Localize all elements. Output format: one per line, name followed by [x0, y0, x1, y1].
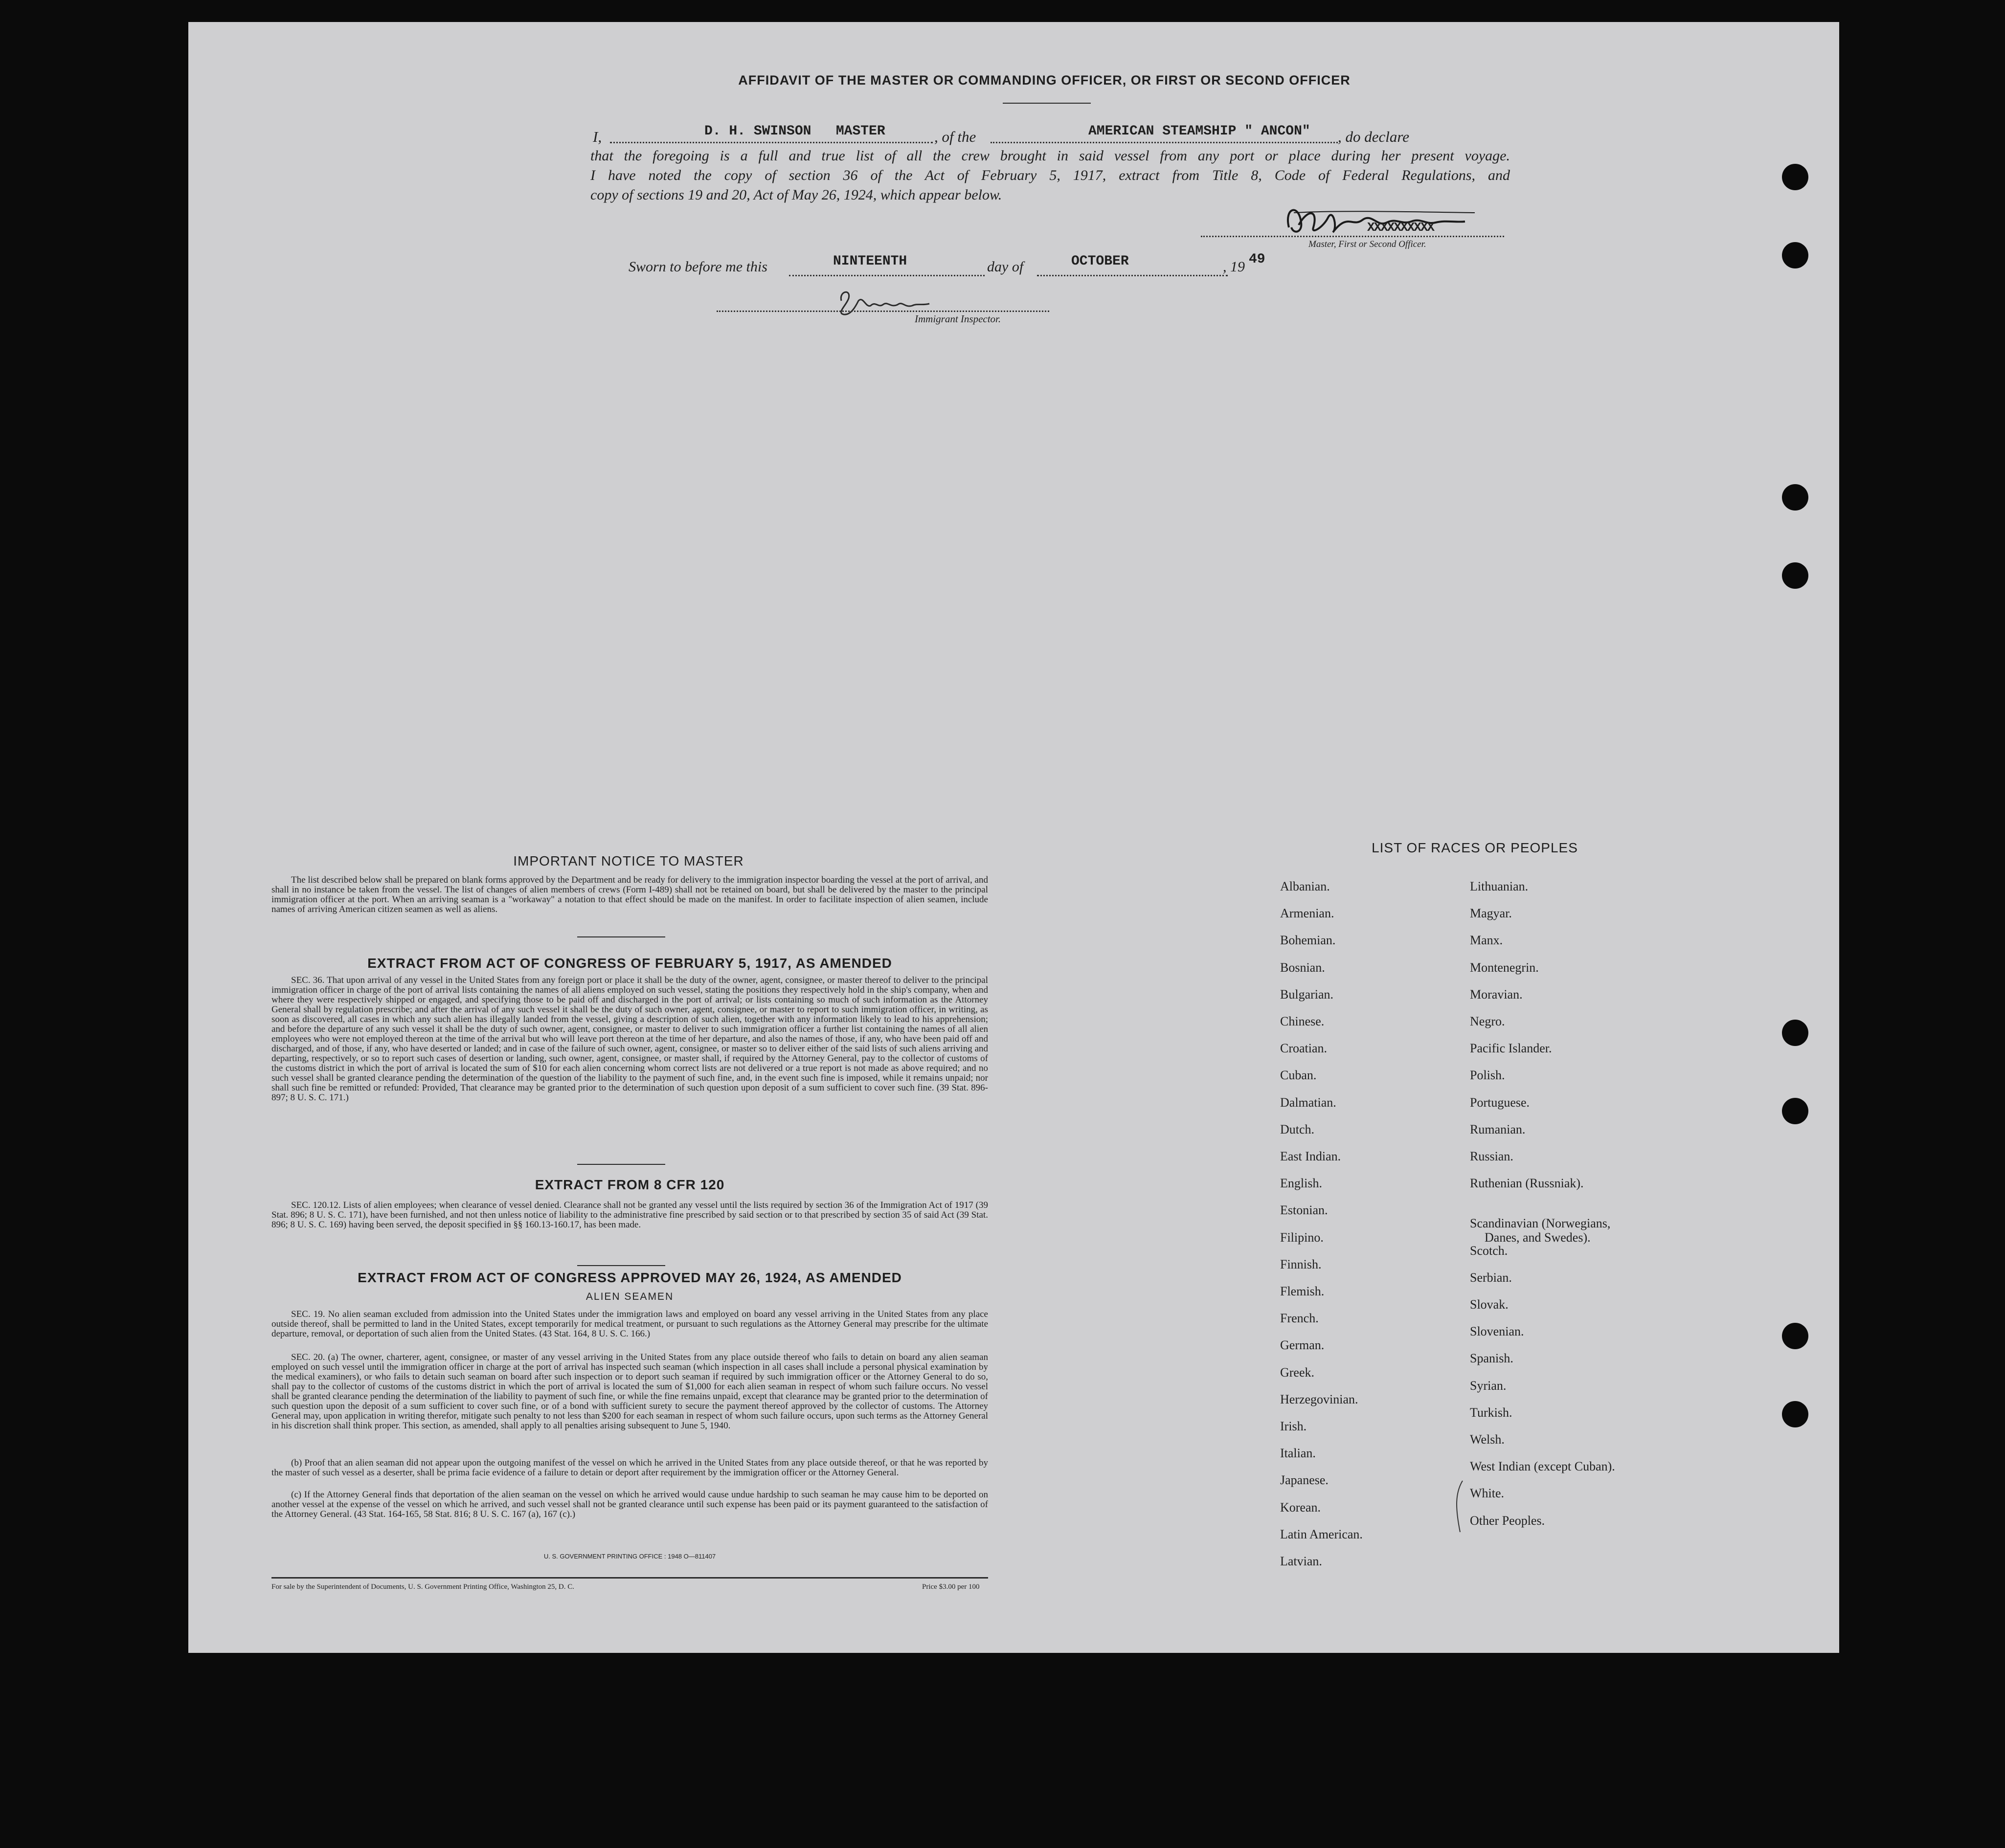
- race-item: Scandinavian (Norwegians,: [1470, 1216, 1611, 1231]
- race-item: Albanian.: [1280, 879, 1330, 893]
- race-item: Slovenian.: [1470, 1324, 1524, 1339]
- race-item: Manx.: [1470, 933, 1503, 948]
- race-item: Montenegrin.: [1470, 960, 1539, 975]
- race-item: Ruthenian (Russniak).: [1470, 1176, 1584, 1191]
- race-item: Bohemian.: [1280, 933, 1336, 948]
- title-divider: [1003, 103, 1091, 104]
- affidavit-line-4: copy of sections 19 and 20, Act of May 26, 1924, which appear below.: [590, 187, 1002, 203]
- affidavit-line-2: that the foregoing is a full and true list of all the crew brought in said vessel from any port or place during her present voyage.: [590, 148, 1510, 164]
- extract-cfr-title: EXTRACT FROM 8 CFR 120: [535, 1177, 725, 1192]
- race-item: Bosnian.: [1280, 960, 1325, 975]
- race-item: Greek.: [1280, 1365, 1315, 1380]
- race-item: Negro.: [1470, 1014, 1505, 1028]
- extract-1924-sec19: SEC. 19. No alien seaman excluded from admission into the United States under the immigration laws and employed on board any vessel arriving in the United States from any place outside thereof, shall be permitted to land in the United States, except temporarily for medical treatment, or pursuant to such regulations as the Attorney General may prescribe for the ultimate departure, removal, or deportation of such alien from the United States. (43 Stat. 164, 8 U. S. C. 166.): [271, 1309, 988, 1339]
- race-item: Filipino.: [1280, 1230, 1324, 1245]
- race-item: West Indian (except Cuban).: [1470, 1459, 1615, 1474]
- race-item: Chinese.: [1280, 1014, 1325, 1028]
- race-item: White.: [1470, 1486, 1505, 1501]
- race-item: Lithuanian.: [1470, 879, 1529, 893]
- punch-hole: [1782, 562, 1808, 589]
- race-item: Italian.: [1280, 1446, 1316, 1461]
- race-item: Rumanian.: [1470, 1122, 1526, 1136]
- affidavit-line-3: I have noted the copy of section 36 of the Act of February 5, 1917, extract from Title 8, Code of Federal Regulations, and: [590, 167, 1510, 183]
- punch-hole: [1782, 242, 1808, 268]
- vessel-name-line: [991, 142, 1338, 143]
- price-notice: Price $3.00 per 100: [922, 1583, 980, 1591]
- of-the-text: , of the: [934, 128, 976, 145]
- races-title: LIST OF RACES OR PEOPLES: [1372, 840, 1578, 855]
- race-item: Other Peoples.: [1470, 1513, 1545, 1528]
- punch-hole: [1782, 484, 1808, 511]
- race-item: Danes, and Swedes).: [1485, 1230, 1591, 1245]
- race-item: Turkish.: [1470, 1405, 1512, 1420]
- divider: [577, 1265, 665, 1266]
- race-item: Bulgarian.: [1280, 987, 1334, 1002]
- race-item: Korean.: [1280, 1500, 1321, 1514]
- race-item: Slovak.: [1470, 1297, 1509, 1312]
- race-item: Spanish.: [1470, 1351, 1513, 1366]
- notice-body: The list described below shall be prepared on blank forms approved by the Department and be ready for delivery to the immigration inspector boarding the vessel at the port of arrival, and shall in no instance be taken from the vessel. The list of changes of alien members of crews (Form I-489) shall not be retained on board, but shall be delivered by the master to the principal immigration officer at the port. When an arriving seaman is a "workaway" a notation to that effect should be made on the manifest. In order to facilitate inspection of alien seamen, include names of arriving American citizen seamen as well as aliens.: [271, 875, 988, 914]
- race-item: Dalmatian.: [1280, 1095, 1336, 1110]
- race-item: Latvian.: [1280, 1554, 1322, 1568]
- race-item: Croatian.: [1280, 1041, 1328, 1056]
- race-item: Welsh.: [1470, 1432, 1505, 1447]
- signature-caption: Master, First or Second Officer.: [1308, 239, 1426, 249]
- sworn-prefix: Sworn to before me this: [629, 259, 767, 275]
- race-item: Moravian.: [1470, 987, 1523, 1002]
- notice-title: IMPORTANT NOTICE TO MASTER: [513, 853, 744, 868]
- race-item: Armenian.: [1280, 906, 1334, 921]
- extract-1924-subtitle: ALIEN SEAMEN: [586, 1291, 674, 1302]
- do-declare-text: , do declare: [1338, 128, 1410, 145]
- extract-1924-sec20a: SEC. 20. (a) The owner, charterer, agent, consignee, or master of any vessel arriving in the United States from any place outside thereof who fails to detain on board any alien seaman employed on such vessel until the immigration officer in charge at the port of arrival has inspected such seaman (which inspection in all cases shall include a personal physical examination by the medical examiners), or who fails to detain such seaman on board after such inspection or to deport such seaman if required by such immigration officer or the Attorney General to do so, shall pay to the collector of customs of the customs district in which the port of arrival is located the sum of $1,000 for each alien seaman in respect of whom such failure occurs. No vessel shall be granted clearance pending the determination of the liability to payment of such fine, or while the fine remains unpaid, except that clearance may be granted prior to the determination of such question upon the deposit of a sum sufficient to cover such fine, or of a bond with sufficient surety to secure the payment thereof approved by the collector of customs. The Attorney General may, upon application in writing therefor, mitigate such penalty to not less than $200 for each seaman in respect of whom such failure occurs, upon such terms as the Attorney General in his discretion shall think proper. This section, as amended, shall apply to all penalties arising subsequent to June 5, 1940.: [271, 1352, 988, 1431]
- punch-hole: [1782, 1401, 1808, 1427]
- race-item: Latin American.: [1280, 1527, 1363, 1541]
- bracket-mark: [1453, 1478, 1467, 1537]
- year-suffix: 49: [1249, 252, 1265, 267]
- extract-1917-body: SEC. 36. That upon arrival of any vessel in the United States from any foreign port or place it shall be the duty of the owner, agent, consignee, or master thereof to deliver to the principal immigration officer in charge of the port of arrival lists containing the names of all aliens employed on such vessel, stating the positions they respectively hold in the ship's company, when and where they were respectively shipped or engaged, and specifying those to be paid off and discharged in the port of arrival; or lists containing so much of such information as the Attorney General shall by regulation prescribe; and after the arrival of any such vessel it shall be the duty of such owner, agent, consignee, or master to report to such immigration officer, in writing, as soon as discovered, all cases in which any such alien has illegally landed from the vessel, giving a description of such alien, together with any information likely to lead to his apprehension; and before the departure of any such vessel it shall be the duty of such owner, agent, consignee, or master to deliver to such immigration officer a further list containing the names of all alien employees who were not employed thereon at the time of the arrival but who will leave port thereon at the time of her departure, and also the names of those, if any, who have been paid off and discharged, and of those, if any, who have deserted or landed; and in case of the failure of such owner, agent, consignee, or master so to deliver either of the said lists of such aliens arriving and departing, respectively, or so to report such cases of desertion or landing, such owner, agent, consignee, or master shall, if required by the Attorney General, pay to the collector of customs of the customs district in which the port of arrival is located the sum of $10 for each alien concerning whom correct lists are not delivered or a true report is not made as above required; and no such vessel shall be granted clearance pending the determination of the question of the liability to the payment of such fine, and, in the event such fine is imposed, while it remains unpaid; nor shall such fine be remitted or refunded: Provided, That clearance may be granted prior to the determination of such question upon deposit of a sum sufficient to cover such fine. (39 Stat. 896-897; 8 U. S. C. 171.): [271, 975, 988, 1103]
- race-item: Finnish.: [1280, 1257, 1322, 1271]
- sworn-day-field: NINTEENTH: [833, 254, 907, 269]
- struck-title: XXXXXXXXXX: [1367, 220, 1434, 235]
- race-item: Russian.: [1470, 1149, 1513, 1163]
- race-item: Estonian.: [1280, 1203, 1328, 1218]
- extract-cfr-body: SEC. 120.12. Lists of alien employees; when clearance of vessel denied. Clearance shall not be granted any vessel until the lists required by section 36 of the Immigration Act of 1917 (39 Stat. 896; 8 U. S. C. 171), have been furnished, and not then unless notice of liability to the administrative fine prescribed by said section or to that prescribed by section 35 of said Act (39 Stat. 896; 8 U. S. C. 169) having been served, the deposit specified in §§ 160.13-160.17, has been made.: [271, 1200, 988, 1230]
- race-item: Pacific Islander.: [1470, 1041, 1552, 1056]
- sworn-day-line: [789, 275, 985, 276]
- punch-hole: [1782, 1098, 1808, 1124]
- race-item: Portuguese.: [1470, 1095, 1530, 1110]
- race-item: Irish.: [1280, 1419, 1307, 1433]
- punch-hole: [1782, 164, 1808, 190]
- extract-1924-sec20b: (b) Proof that an alien seaman did not appear upon the outgoing manifest of the vessel on which he arrived in the United States from any place outside thereof, or that he was reported by the master of such vessel as a deserter, shall be prima facie evidence of a failure to detain or deport after requirement by the immigration officer or the Attorney General.: [271, 1458, 988, 1478]
- race-item: Magyar.: [1470, 906, 1512, 921]
- inspector-caption: Immigrant Inspector.: [915, 313, 1001, 325]
- race-item: East Indian.: [1280, 1149, 1341, 1163]
- officer-name-field: D. H. SWINSON MASTER: [704, 124, 885, 139]
- race-item: French.: [1280, 1311, 1319, 1326]
- footer-rule: [271, 1577, 988, 1579]
- vessel-name-field: AMERICAN STEAMSHIP " ANCON": [1088, 124, 1310, 139]
- race-item: English.: [1280, 1176, 1322, 1191]
- race-item: Dutch.: [1280, 1122, 1315, 1136]
- race-item: Flemish.: [1280, 1284, 1325, 1298]
- race-item: German.: [1280, 1338, 1325, 1353]
- extract-1917-title: EXTRACT FROM ACT OF CONGRESS OF FEBRUARY 5, 1917, AS AMENDED: [367, 956, 892, 971]
- race-item: Syrian.: [1470, 1378, 1507, 1393]
- day-of-text: day of: [987, 259, 1024, 275]
- divider: [577, 936, 665, 937]
- race-item: Japanese.: [1280, 1473, 1329, 1488]
- punch-hole: [1782, 1020, 1808, 1046]
- officer-name-line: [610, 142, 933, 143]
- race-item: Herzegovinian.: [1280, 1392, 1358, 1406]
- race-item: Polish.: [1470, 1068, 1505, 1083]
- punch-hole: [1782, 1323, 1808, 1349]
- document-page: [188, 22, 1839, 1653]
- divider: [577, 1164, 665, 1165]
- extract-1924-sec20c: (c) If the Attorney General finds that deportation of the alien seaman on the vessel on which he arrived would cause undue hardship to such seaman he may cause him to be deported on another vessel at the expense of the vessel on which he arrived, and such vessel shall not be granted clearance until such expense has been paid or its payment guaranteed to the satisfaction of the Attorney General. (43 Stat. 164-165, 58 Stat. 816; 8 U. S. C. 167 (a), 167 (c).): [271, 1490, 988, 1519]
- sworn-month-field: OCTOBER: [1071, 254, 1129, 269]
- affidavit-title: AFFIDAVIT OF THE MASTER OR COMMANDING OFFICER, OR FIRST OR SECOND OFFICER: [738, 73, 1351, 88]
- extract-1924-title: EXTRACT FROM ACT OF CONGRESS APPROVED MAY 26, 1924, AS AMENDED: [358, 1270, 902, 1285]
- year-prefix: , 19: [1223, 259, 1245, 275]
- sale-notice: For sale by the Superintendent of Documents, U. S. Government Printing Office, Washington 25, D. C.: [271, 1583, 574, 1591]
- race-item: Cuban.: [1280, 1068, 1317, 1083]
- sworn-month-line: [1037, 275, 1228, 276]
- race-item: Scotch.: [1470, 1243, 1508, 1258]
- gpo-imprint: U. S. GOVERNMENT PRINTING OFFICE : 1948 O—811407: [543, 1553, 716, 1560]
- affidavit-i: I,: [593, 128, 602, 145]
- inspector-line: [717, 311, 1049, 312]
- race-item: Serbian.: [1470, 1270, 1512, 1285]
